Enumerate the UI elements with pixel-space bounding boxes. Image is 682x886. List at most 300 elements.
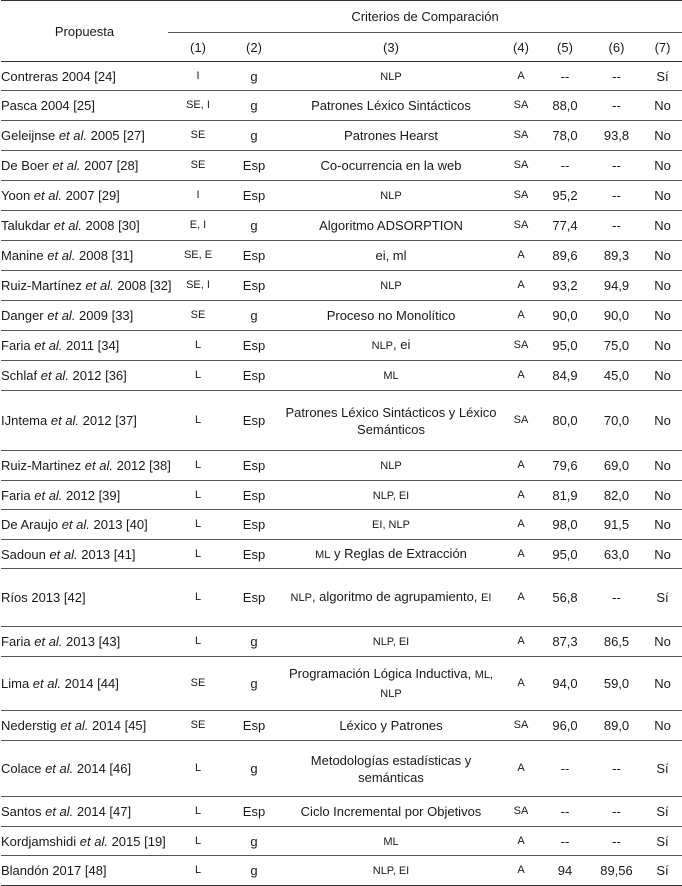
cell-criterio-4: A [502,361,540,391]
citation-text: 2014 [47] [73,804,132,819]
citation-text: Lima [1,676,33,691]
cell-criterio-1: L [168,451,228,481]
cell-criterio-1: L [168,627,228,657]
cell-criterio-5: -- [540,827,590,856]
criterio-3-segment: ML [315,548,331,561]
cell-criterio-7: No [643,361,682,391]
header-col-7: (7) [643,33,682,62]
citation-text: 2008 [31] [75,248,134,263]
cell-criterio-4: A [502,481,540,510]
cell-criterio-6: -- [590,62,643,91]
citation-text: Danger [1,308,48,323]
cell-criterio-2: g [228,301,280,331]
cell-criterio-6: 89,56 [590,856,643,886]
cell-criterio-3 [280,451,502,481]
citation-text: 2015 [19] [107,833,166,849]
cell-criterio-3 [280,856,502,886]
cell-criterio-7: No [643,657,682,711]
criterio-3-segment: Metodologías estadísticas y semánticas [310,752,472,785]
citation-etal: et al. [34,634,63,649]
cell-criterio-4: SA [502,711,540,741]
cell-criterio-3 [280,361,502,391]
cell-criterio-6: 59,0 [590,657,643,711]
cell-criterio-4: A [502,856,540,886]
citation-text: 2014 [45] [88,718,147,733]
table-row [1,211,682,241]
citation-text: Faria [1,487,35,503]
table-row [1,181,682,211]
table-row [1,271,682,301]
cell-criterio-1: L [168,540,228,569]
table-row [1,361,682,391]
cell-criterio-1: SE, E [168,241,228,271]
cell-propuesta [1,151,168,181]
criterio-3-segment: ei, ml [375,248,407,263]
criterio-3-segment: Ciclo Incremental por Objetivos [300,804,482,819]
table-row [1,797,682,827]
cell-criterio-3 [280,481,502,510]
criterio-3-segment: Patrones Léxico Sintácticos y Léxico Semánticos [285,404,497,437]
cell-criterio-3 [280,711,502,741]
cell-criterio-2: g [228,121,280,151]
cell-propuesta [1,181,168,211]
citation-text: 2014 [46] [73,761,132,776]
cell-criterio-5: 98,0 [540,510,590,540]
criterio-3-segment: NLP, EI [372,489,410,502]
table-row [1,121,682,151]
citation-text: IJntema [1,413,51,428]
table-row [1,451,682,481]
cell-criterio-1: I [168,181,228,211]
table-row [1,481,682,510]
cell-propuesta [1,797,168,827]
citation-etal: et al. [79,833,108,849]
cell-propuesta [1,711,168,741]
criterio-3-segment: Patrones Léxico Sintácticos [311,98,471,113]
cell-criterio-2: Esp [228,711,280,741]
cell-criterio-3 [280,181,502,211]
cell-propuesta [1,211,168,241]
citation-etal: et al. [32,676,61,691]
cell-criterio-3 [280,827,502,856]
cell-criterio-5: -- [540,151,590,181]
cell-criterio-3 [280,91,502,121]
cell-criterio-5: 95,2 [540,181,590,211]
citation-text: Manine [1,248,48,263]
cell-criterio-5: 96,0 [540,711,590,741]
cell-criterio-4: A [502,741,540,797]
citation-text: 2012 [39] [62,487,121,503]
cell-criterio-6: 69,0 [590,451,643,481]
cell-criterio-7: Sí [643,856,682,886]
citation-text: Schlaf [1,368,41,383]
criterio-3-segment: NLP [380,70,402,83]
cell-criterio-6: -- [590,569,643,627]
cell-criterio-7: No [643,481,682,510]
cell-criterio-5: 90,0 [540,301,590,331]
citation-etal: et al. [53,218,82,233]
header-col-1: (1) [168,33,228,62]
criterio-3-segment: Algoritmo ADSORPTION [319,218,463,233]
cell-criterio-1: L [168,391,228,451]
cell-criterio-2: Esp [228,361,280,391]
citation-text: 2011 [34] [62,338,120,353]
cell-criterio-1: L [168,741,228,797]
cell-propuesta [1,361,168,391]
cell-criterio-1: L [168,481,228,510]
cell-criterio-7: No [643,627,682,657]
cell-criterio-2: Esp [228,241,280,271]
citation-text: De Araujo [1,517,62,532]
citation-etal: et al. [47,308,76,323]
citation-text: 2012 [36] [68,368,127,383]
cell-criterio-5: 81,9 [540,481,590,510]
cell-criterio-3 [280,151,502,181]
cell-criterio-2: g [228,741,280,797]
table-row [1,627,682,657]
table-row [1,657,682,711]
cell-propuesta [1,241,168,271]
criterio-3-segment: Proceso no Monolítico [326,308,456,323]
cell-criterio-1: L [168,797,228,827]
table-row [1,510,682,540]
cell-criterio-3 [280,510,502,540]
criterio-3-segment: EI [481,592,492,604]
cell-propuesta [1,827,168,856]
cell-criterio-2: Esp [228,391,280,451]
cell-criterio-7: No [643,301,682,331]
criterio-3-segment: EI, NLP [372,519,410,531]
cell-propuesta [1,540,168,569]
citation-etal: et al. [47,248,76,263]
cell-propuesta [1,569,168,627]
cell-propuesta [1,91,168,121]
table-row [1,569,682,627]
cell-criterio-6: 91,5 [590,510,643,540]
cell-criterio-1: SE [168,711,228,741]
citation-text: 2013 [43] [62,634,121,649]
cell-criterio-6: -- [590,91,643,121]
cell-criterio-3 [280,741,502,797]
table-row [1,91,682,121]
cell-criterio-6: -- [590,797,643,827]
citation-text: Talukdar [1,218,54,233]
cell-criterio-3 [280,62,502,91]
header-col-3: (3) [280,33,502,62]
cell-criterio-6: -- [590,211,643,241]
cell-criterio-7: No [643,91,682,121]
table-row [1,827,682,856]
cell-criterio-6: 82,0 [590,481,643,510]
cell-criterio-3 [280,121,502,151]
cell-criterio-5: 88,0 [540,91,590,121]
criterio-3-segment: Programación Lógica Inductiva, [288,665,475,681]
cell-criterio-5: 94,0 [540,657,590,711]
citation-etal: et al. [60,718,89,733]
cell-criterio-3 [280,211,502,241]
cell-propuesta [1,856,168,886]
cell-criterio-2: g [228,627,280,657]
citation-text: Colace [1,761,46,776]
cell-criterio-5: -- [540,62,590,91]
cell-criterio-4: SA [502,331,540,361]
citation-etal: et al. [49,546,78,562]
criterio-3-segment: NLP, EI [372,865,410,877]
cell-criterio-1: L [168,331,228,361]
citation-text: Yoon [1,188,34,203]
citation-text: Contreras 2004 [24] [1,68,116,84]
cell-criterio-4: SA [502,181,540,211]
criterio-3-segment: NLP [380,280,402,292]
citation-text: 2012 [37] [79,413,137,428]
cell-criterio-4: A [502,827,540,856]
citation-text: 2008 [30] [81,218,140,233]
cell-criterio-2: Esp [228,271,280,301]
cell-criterio-5: 94 [540,856,590,886]
cell-propuesta [1,627,168,657]
citation-text: Faria [1,634,35,649]
cell-criterio-2: Esp [228,510,280,540]
cell-criterio-7: No [643,241,682,271]
cell-criterio-5: -- [540,797,590,827]
cell-criterio-1: L [168,827,228,856]
citation-text: 2005 [27] [87,128,145,143]
table-row [1,331,682,361]
citation-text: 2012 [38] [112,458,171,473]
cell-criterio-3 [280,627,502,657]
cell-criterio-4: A [502,540,540,569]
criterio-3-segment: Patrones Hearst [344,128,438,143]
cell-criterio-1: I [168,62,228,91]
cell-criterio-6: -- [590,827,643,856]
citation-text: Ruiz-Martinez [1,458,85,473]
comparison-table [1,0,682,886]
citation-etal: et al. [61,517,90,532]
cell-criterio-6: 94,9 [590,271,643,301]
cell-criterio-7: No [643,711,682,741]
cell-criterio-3 [280,271,502,301]
citation-text: Pasca 2004 [25] [1,98,95,113]
cell-criterio-1: L [168,856,228,886]
cell-criterio-5: 84,9 [540,361,590,391]
cell-criterio-5: 93,2 [540,271,590,301]
cell-criterio-5: 80,0 [540,391,590,451]
cell-criterio-4: SA [502,151,540,181]
cell-criterio-4: SA [502,797,540,827]
cell-criterio-4: A [502,301,540,331]
header-col-4: (4) [502,33,540,62]
criterio-3-segment: Co-ocurrencia en la web [320,158,462,173]
cell-criterio-5: 77,4 [540,211,590,241]
cell-criterio-2: g [228,211,280,241]
cell-criterio-3 [280,797,502,827]
cell-criterio-6: 75,0 [590,331,643,361]
citation-text: 2013 [41] [77,546,136,562]
cell-criterio-5: 87,3 [540,627,590,657]
cell-criterio-2: Esp [228,151,280,181]
cell-criterio-5: 78,0 [540,121,590,151]
table-row [1,856,682,886]
cell-criterio-4: SA [502,91,540,121]
cell-criterio-1: SE [168,301,228,331]
citation-text: Faria [1,338,35,353]
header-col-6: (6) [590,33,643,62]
header-criterios: Criterios de Comparación [168,1,682,33]
citation-etal: et al. [50,413,80,428]
citation-text: Sadoun [1,546,50,562]
citation-etal: et al. [84,458,113,473]
cell-criterio-6: -- [590,741,643,797]
citation-etal: et al. [85,278,114,293]
cell-criterio-6: 86,5 [590,627,643,657]
cell-criterio-7: Sí [643,741,682,797]
cell-criterio-4: A [502,657,540,711]
table-row [1,62,682,91]
table-row [1,741,682,797]
cell-criterio-2: g [228,91,280,121]
cell-criterio-7: No [643,121,682,151]
cell-criterio-7: No [643,391,682,451]
cell-criterio-6: 63,0 [590,540,643,569]
criterio-3-segment: Léxico y Patrones [339,718,443,733]
criterio-3-segment: ML [383,835,399,848]
cell-criterio-4: SA [502,211,540,241]
cell-propuesta [1,657,168,711]
cell-criterio-7: No [643,451,682,481]
cell-criterio-3 [280,391,502,451]
cell-criterio-4: A [502,569,540,627]
cell-criterio-1: SE, I [168,91,228,121]
citation-etal: et al. [34,487,63,503]
cell-criterio-6: 70,0 [590,391,643,451]
cell-criterio-5: 89,6 [540,241,590,271]
criterio-3-segment: y Reglas de Extracción [330,545,467,561]
cell-criterio-7: No [643,211,682,241]
cell-propuesta [1,121,168,151]
cell-criterio-1: L [168,569,228,627]
citation-text: 2014 [44] [60,676,119,691]
citation-etal: et al. [45,804,74,819]
cell-criterio-1: SE [168,151,228,181]
citation-etal: et al. [34,338,63,353]
criterio-3-segment: NLP, EI [372,636,410,648]
cell-propuesta [1,391,168,451]
cell-criterio-4: A [502,451,540,481]
cell-criterio-2: Esp [228,540,280,569]
cell-criterio-1: L [168,510,228,540]
cell-criterio-6: 89,3 [590,241,643,271]
citation-text: 2007 [28] [80,158,139,173]
cell-criterio-3 [280,241,502,271]
table-row [1,241,682,271]
criterio-3-segment: NLP [380,460,402,472]
cell-criterio-6: -- [590,151,643,181]
table-row [1,151,682,181]
cell-criterio-7: No [643,540,682,569]
cell-criterio-4: A [502,241,540,271]
table-body [1,62,682,886]
cell-propuesta [1,331,168,361]
criterio-3-segment: ML [383,370,399,382]
cell-criterio-2: Esp [228,181,280,211]
citation-text: Kordjamshidi [1,833,80,849]
cell-criterio-3 [280,569,502,627]
table-row [1,301,682,331]
cell-criterio-6: 93,8 [590,121,643,151]
cell-criterio-3 [280,657,502,711]
cell-criterio-7: Sí [643,797,682,827]
cell-criterio-2: Esp [228,797,280,827]
cell-criterio-2: Esp [228,569,280,627]
cell-criterio-6: 90,0 [590,301,643,331]
criterio-3-segment: NLP [290,592,312,604]
cell-criterio-7: Sí [643,569,682,627]
cell-criterio-7: Sí [643,62,682,91]
citation-text: 2007 [29] [61,188,120,203]
criterio-3-segment: NLP [380,190,402,202]
citation-text: Ruiz-Martínez [1,278,86,293]
cell-criterio-6: -- [590,181,643,211]
cell-criterio-4: A [502,510,540,540]
header-col-5: (5) [540,33,590,62]
citation-text: De Boer [1,158,53,173]
cell-criterio-6: 45,0 [590,361,643,391]
cell-criterio-4: SA [502,391,540,451]
cell-criterio-3 [280,540,502,569]
cell-criterio-5: 79,6 [540,451,590,481]
cell-criterio-4: SA [502,121,540,151]
cell-propuesta [1,510,168,540]
cell-criterio-1: SE [168,657,228,711]
citation-text: 2008 [32] [113,278,172,293]
criterio-3-segment: , ei [393,337,411,352]
table-row [1,391,682,451]
cell-criterio-7: No [643,331,682,361]
cell-criterio-1: SE [168,121,228,151]
cell-criterio-5: -- [540,741,590,797]
cell-criterio-1: L [168,361,228,391]
header-propuesta: Propuesta [1,1,168,62]
cell-criterio-2: g [228,657,280,711]
cell-criterio-4: A [502,62,540,91]
cell-propuesta [1,481,168,510]
cell-criterio-5: 56,8 [540,569,590,627]
cell-criterio-2: Esp [228,481,280,510]
cell-criterio-2: g [228,827,280,856]
cell-criterio-6: 89,0 [590,711,643,741]
cell-criterio-5: 95,0 [540,331,590,361]
cell-criterio-7: No [643,151,682,181]
table-row [1,711,682,741]
cell-criterio-3 [280,331,502,361]
criterio-3-segment: NLP [371,340,394,352]
cell-criterio-7: Sí [643,827,682,856]
cell-criterio-5: 95,0 [540,540,590,569]
citation-etal: et al. [33,188,62,203]
cell-propuesta [1,451,171,481]
citation-text: Nederstig [1,718,61,733]
cell-criterio-3 [280,301,502,331]
citation-text: Santos [1,804,46,819]
citation-text: Ríos 2013 [42] [1,590,86,605]
cell-propuesta [1,271,172,301]
citation-text: 2013 [40] [89,517,148,532]
citation-text: 2009 [33] [75,308,134,323]
cell-propuesta [1,301,168,331]
cell-criterio-2: Esp [228,451,280,481]
cell-propuesta [1,741,168,797]
cell-criterio-7: No [643,510,682,540]
